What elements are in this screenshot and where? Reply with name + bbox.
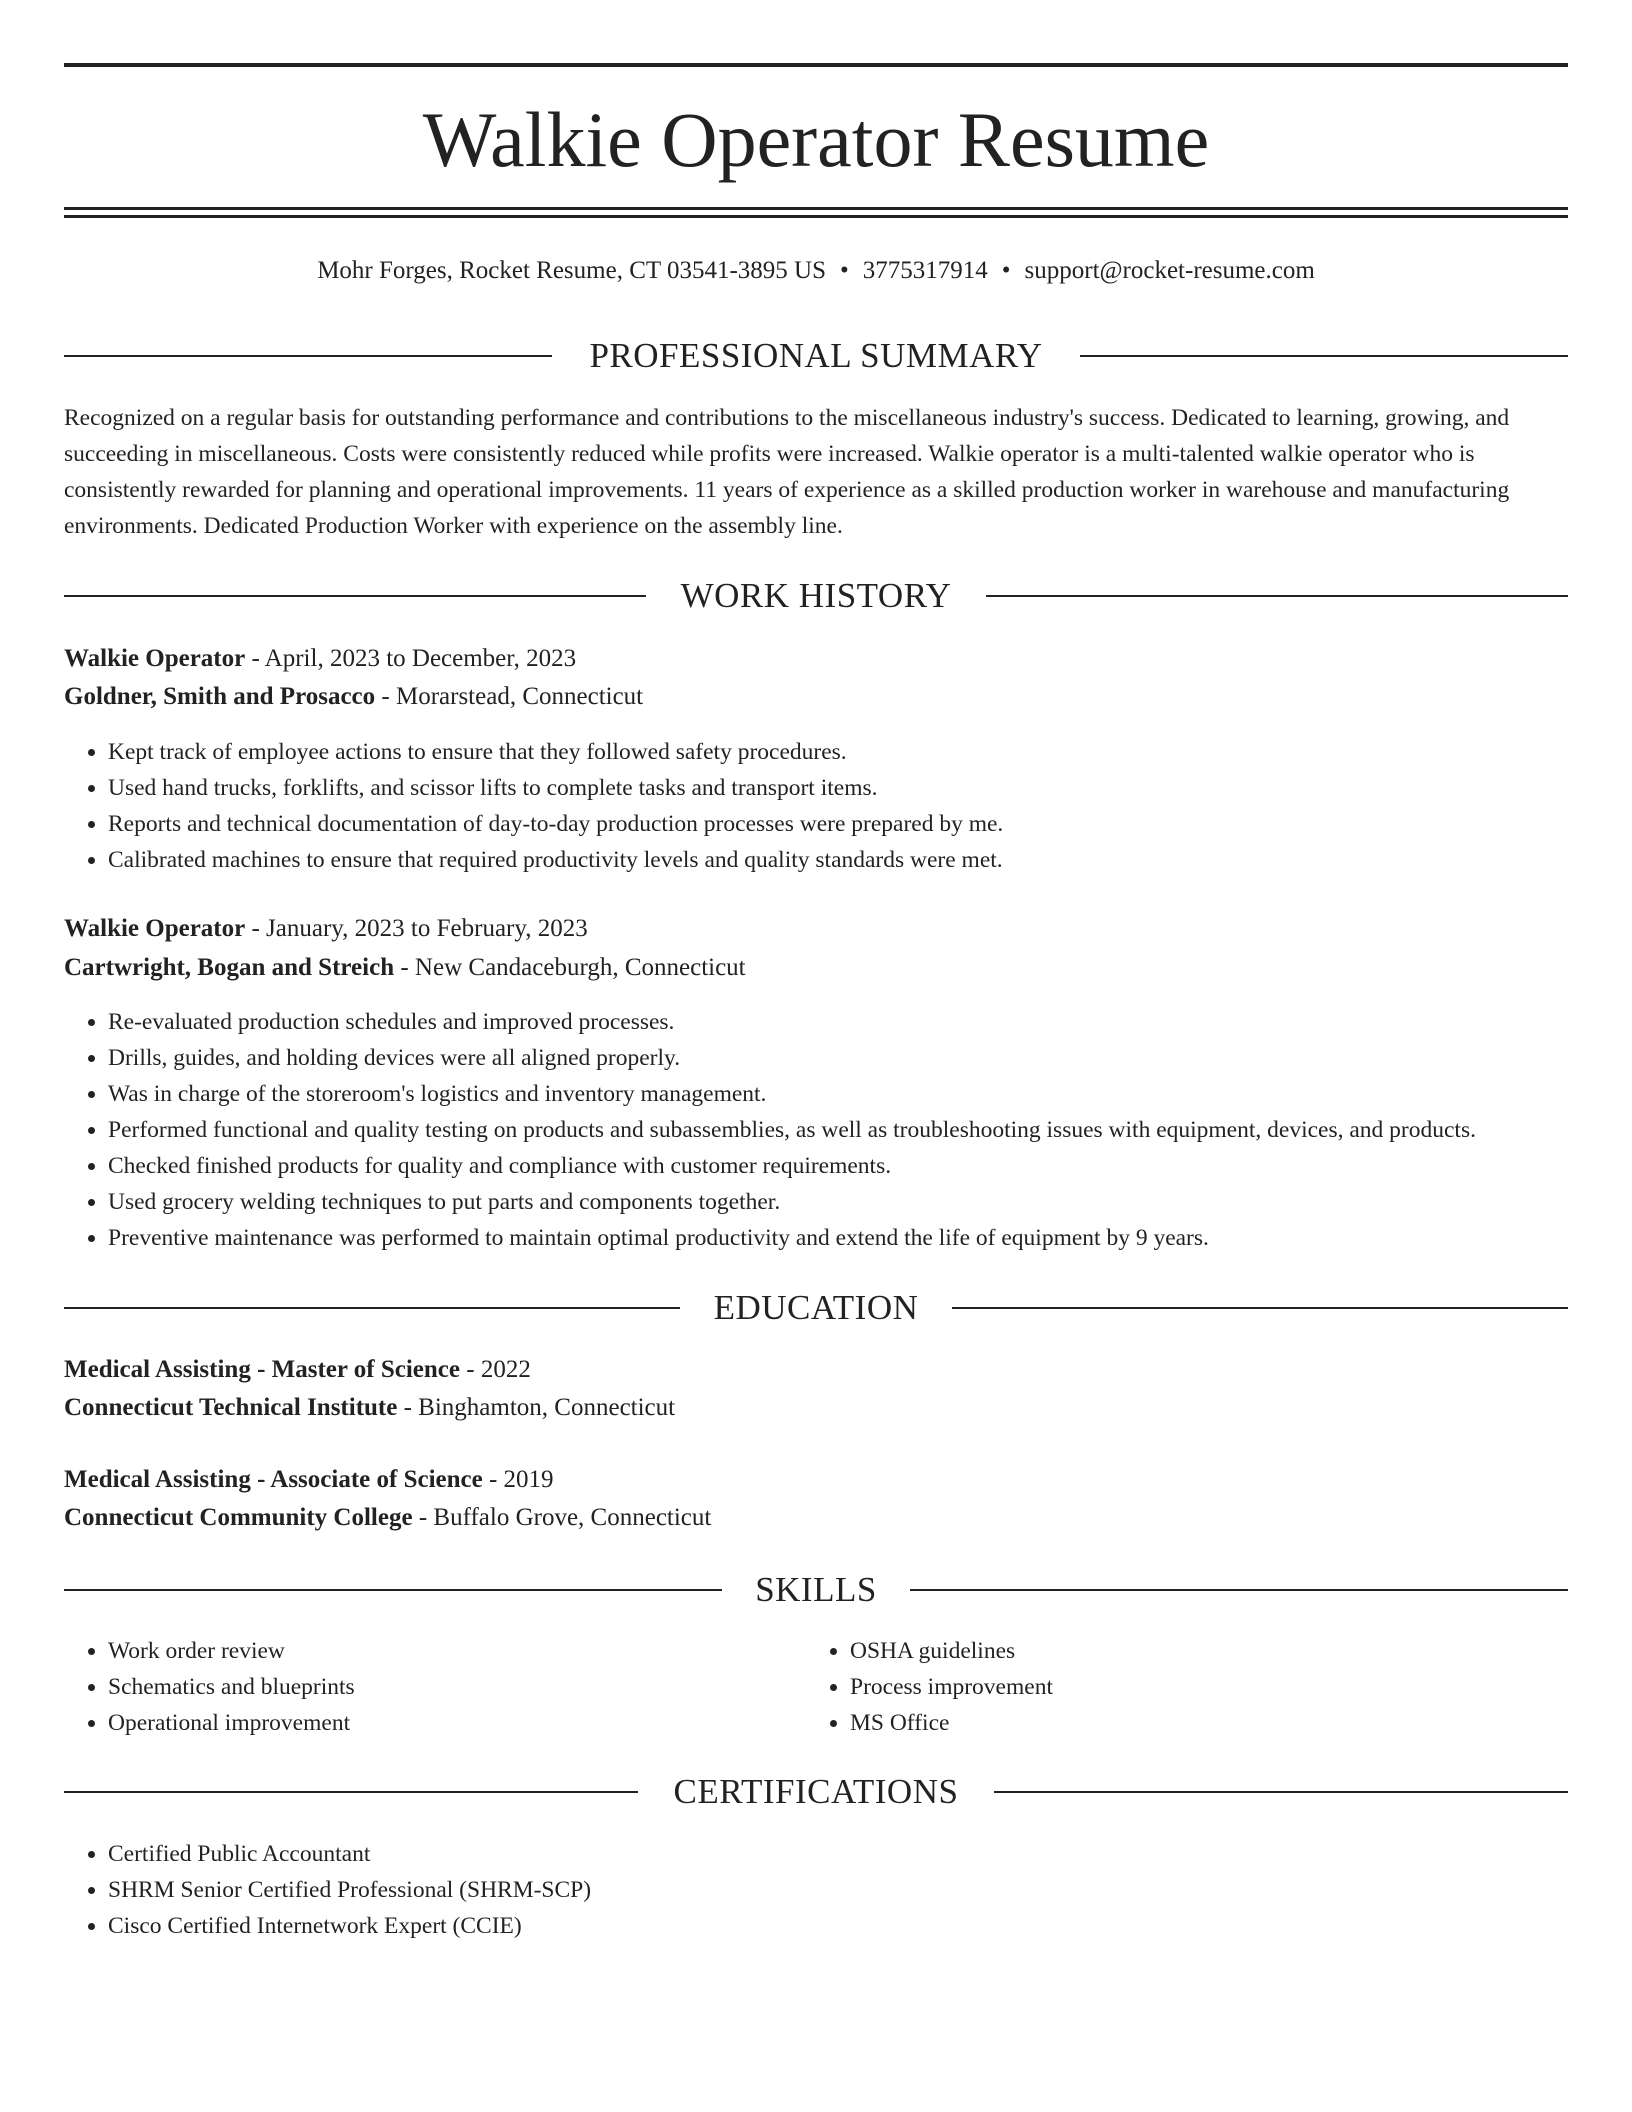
list-item: • Drills, guides, and holding devices were all aligned properly.	[108, 1040, 1476, 1076]
contact-line	[64, 253, 1568, 289]
education-degree-line	[64, 1462, 1568, 1498]
job-title-line	[64, 641, 1568, 677]
education-year: - 2022	[460, 1356, 531, 1383]
list-item: • Work order review	[108, 1633, 808, 1669]
section-header-work-history	[64, 574, 1568, 618]
section-title-work-history: WORK HISTORY	[649, 576, 984, 615]
job-title: Walkie Operator	[64, 645, 246, 672]
list-item: • Re-evaluated production schedules and improved processes.	[108, 1004, 1476, 1040]
list-item: • Certified Public Accountant	[108, 1836, 591, 1872]
title-double-rule-upper	[64, 207, 1568, 210]
title-double-rule-lower	[64, 215, 1568, 218]
section-header-summary	[64, 334, 1568, 378]
list-item: • Kept track of employee actions to ensure that they followed safety procedures.	[108, 734, 1003, 770]
job-bullets	[64, 1004, 1476, 1256]
job-company: Cartwright, Bogan and Streich	[64, 954, 395, 981]
education-location: - Binghamton, Connecticut	[397, 1394, 676, 1421]
summary-paragraph: Recognized on a regular basis for outstanding performance and contributions to the miscellaneous industry's success. Dedicated to learning, growing, and succeeding in miscellaneous. Costs were consistently reduced while profits were increased. Walkie operator is a multi-talented walkie operator who is consistently rewarded for planning and operational improvements. 11 years of experience as a skilled production worker in warehouse and manufacturing environments. Dedicated Production Worker with experience on the assembly line.	[64, 405, 1510, 539]
education-school-line	[64, 1390, 1568, 1426]
education-degree-line	[64, 1352, 1568, 1388]
top-rule	[64, 63, 1568, 67]
job-title: Walkie Operator	[64, 915, 246, 942]
list-item: • Reports and technical documentation of day-to-day production processes were prepared by me.	[108, 806, 1003, 842]
job-location: - Morarstead, Connecticut	[375, 683, 644, 710]
job-company: Goldner, Smith and Prosacco	[64, 683, 376, 710]
contact-email: support@rocket-resume.com	[1024, 257, 1315, 284]
education-school: Connecticut Community College	[64, 1504, 413, 1531]
list-item: • OSHA guidelines	[850, 1633, 1550, 1669]
list-item: • Schematics and blueprints	[108, 1669, 808, 1705]
section-header-skills	[64, 1568, 1568, 1612]
resume-title: Walkie Operator Resume	[422, 96, 1210, 183]
list-item: • SHRM Senior Certified Professional (SHRM-SCP)	[108, 1872, 591, 1908]
job-company-line	[64, 679, 1568, 715]
job-company-line	[64, 950, 1568, 986]
contact-separator: •	[1001, 257, 1011, 284]
job-location: - New Candaceburgh, Connecticut	[394, 954, 746, 981]
education-location: - Buffalo Grove, Connecticut	[412, 1504, 712, 1531]
list-item: • Was in charge of the storeroom's logistics and inventory management.	[108, 1076, 1476, 1112]
list-item: • MS Office	[850, 1705, 1550, 1741]
job-dates: - April, 2023 to December, 2023	[245, 645, 577, 672]
list-item: • Process improvement	[850, 1669, 1550, 1705]
education-degree: Medical Assisting - Associate of Science	[64, 1466, 483, 1493]
section-header-certifications	[64, 1770, 1568, 1814]
list-item: • Used hand trucks, forklifts, and scissor lifts to complete tasks and transport items.	[108, 770, 1003, 806]
education-school: Connecticut Technical Institute	[64, 1394, 398, 1421]
certifications-list	[64, 1836, 591, 1944]
list-item: • Operational improvement	[108, 1705, 808, 1741]
section-header-education	[64, 1286, 1568, 1330]
list-item: • Calibrated machines to ensure that required productivity levels and quality standards were met.	[108, 842, 1003, 878]
list-item: • Preventive maintenance was performed to maintain optimal productivity and extend the life of equipment by 9 years.	[108, 1220, 1476, 1256]
skills-list-right	[806, 1633, 1550, 1741]
job-title-line	[64, 911, 1568, 947]
contact-phone: 3775317914	[862, 257, 988, 284]
section-title-summary: PROFESSIONAL SUMMARY	[557, 336, 1074, 375]
list-item: • Checked finished products for quality and compliance with customer requirements.	[108, 1148, 1476, 1184]
section-title-certifications: CERTIFICATIONS	[642, 1772, 991, 1811]
contact-address: Mohr Forges, Rocket Resume, CT 03541-3895 US	[317, 257, 826, 284]
skills-list-left	[64, 1633, 808, 1741]
education-year: - 2019	[482, 1466, 554, 1493]
job-bullets	[64, 734, 1003, 878]
list-item: • Performed functional and quality testing on products and subassemblies, as well as troubleshooting issues with equipment, devices, and products.	[108, 1112, 1476, 1148]
education-degree: Medical Assisting - Master of Science	[64, 1356, 460, 1383]
list-item: • Used grocery welding techniques to put parts and components together.	[108, 1184, 1476, 1220]
section-title-education: EDUCATION	[682, 1288, 951, 1327]
job-dates: - January, 2023 to February, 2023	[245, 915, 588, 942]
list-item: • Cisco Certified Internetwork Expert (CCIE)	[108, 1908, 591, 1944]
section-title-skills: SKILLS	[723, 1570, 909, 1609]
education-school-line	[64, 1500, 1568, 1536]
contact-separator: •	[839, 257, 849, 284]
